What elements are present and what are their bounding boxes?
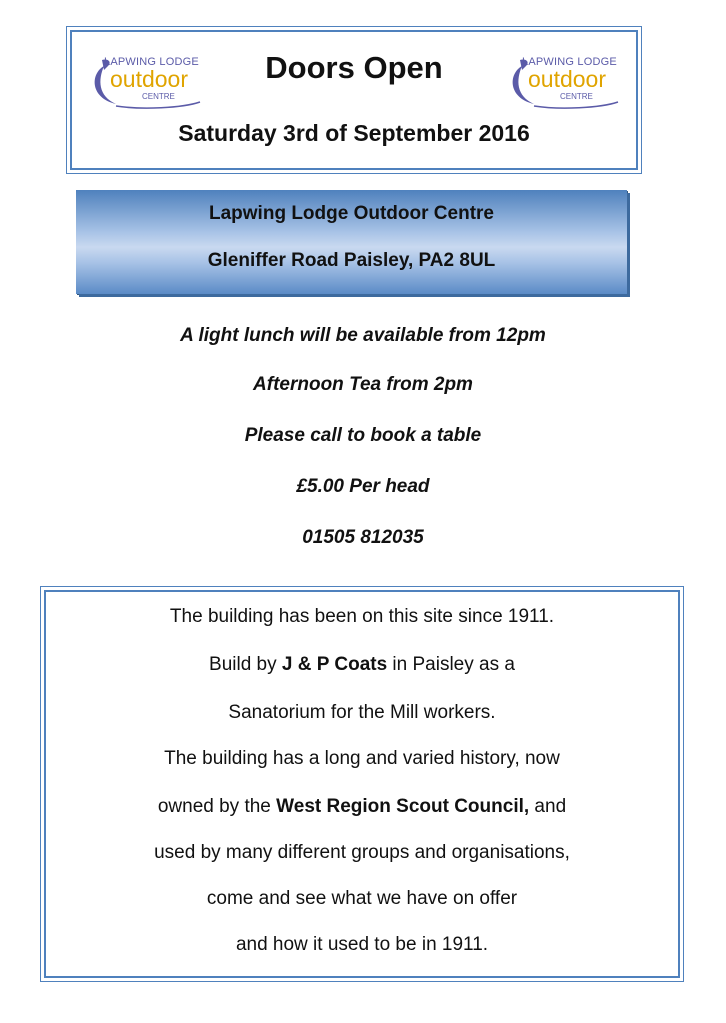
history-box: [44, 590, 680, 978]
history-line: The building has a long and varied history, now: [164, 748, 560, 769]
address-line2: Gleniffer Road Paisley, PA2 8UL: [207, 250, 496, 271]
info-lunch: A light lunch will be available from 12pm: [180, 325, 546, 346]
info-afternoon-tea: Afternoon Tea from 2pm: [253, 374, 473, 395]
history-bold-text: J & P Coats: [281, 654, 388, 675]
logo-line2: outdoor: [110, 66, 189, 92]
history-line: [46, 654, 678, 676]
history-line: [46, 796, 678, 818]
history-bold-text: West Region Scout Council,: [276, 796, 530, 817]
history-text: owned by the: [157, 796, 277, 817]
history-line: The building has been on this site since 1911.: [169, 606, 555, 627]
logo-line2: outdoor: [528, 66, 607, 92]
history-line: used by many different groups and organisations,: [154, 842, 570, 863]
logo-line1: LAPWING LODGE: [104, 56, 199, 68]
history-line: come and see what we have on offer: [206, 888, 518, 909]
event-date: Saturday 3rd of September 2016: [178, 120, 530, 146]
logo-line3: CENTRE: [560, 92, 593, 101]
history-line: and how it used to be in 1911.: [235, 934, 489, 955]
address-box: [76, 190, 627, 294]
page-title: Doors Open: [265, 50, 443, 85]
lapwing-lodge-logo-right: [500, 46, 628, 110]
info-price: £5.00 Per head: [296, 476, 430, 497]
logo-line1: LAPWING LODGE: [522, 56, 617, 68]
history-line: Sanatorium for the Mill workers.: [228, 702, 496, 723]
history-text: Build by: [209, 654, 282, 675]
history-text: in Paisley as a: [387, 654, 515, 675]
info-book-table: Please call to book a table: [244, 425, 482, 446]
history-text: and: [529, 796, 567, 817]
logo-line3: CENTRE: [142, 92, 175, 101]
info-phone: 01505 812035: [302, 527, 424, 548]
address-line1: Lapwing Lodge Outdoor Centre: [209, 203, 494, 224]
header-box: [70, 30, 638, 170]
